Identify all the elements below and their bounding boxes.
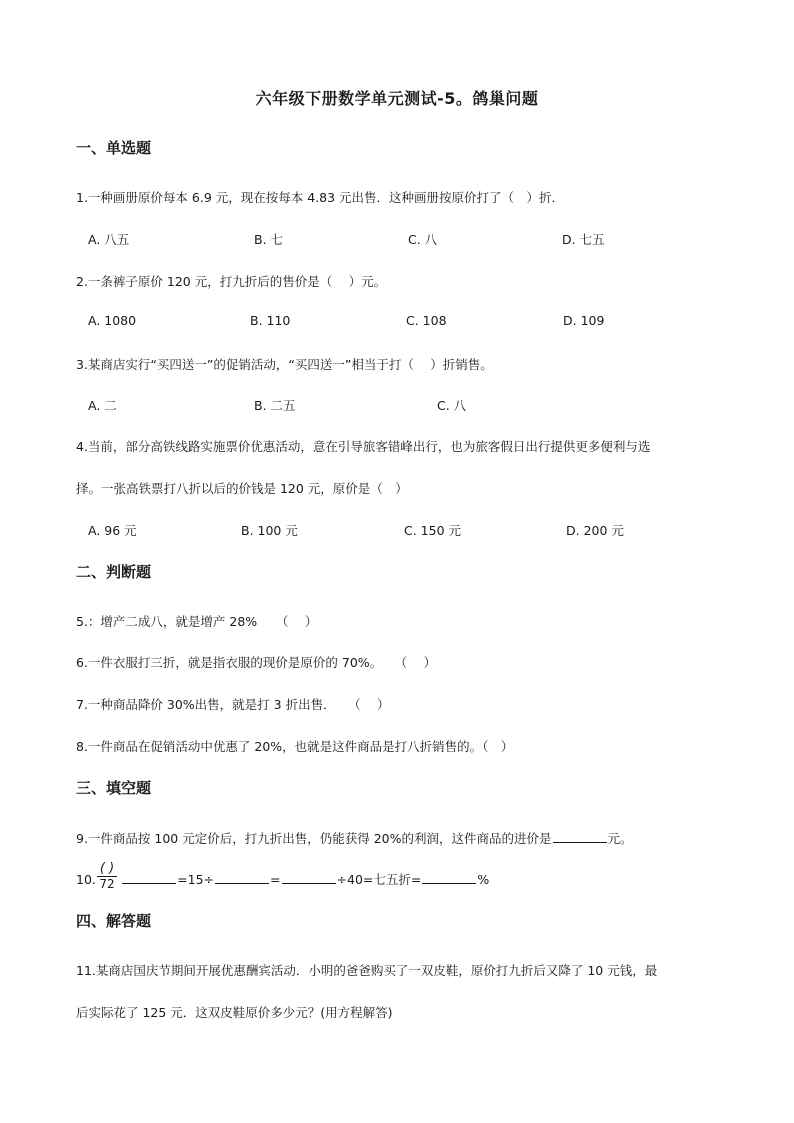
option-b: B. 110: [250, 313, 291, 328]
question-9-text: 9.一件商品按 100 元定价后，打九折出售，仍能获得 20%的利润，这件商品的进价是: [76, 831, 552, 846]
question-11-line-2: 后实际花了 125 元．这双皮鞋原价多少元？(用方程解答): [76, 1005, 393, 1020]
option-a: A. 96 元: [88, 523, 137, 538]
question-2: 2.一条裤子原价 120 元，打九折后的售价是（ ）元。: [76, 274, 387, 289]
question-10: [76, 861, 490, 895]
option-a: A. 1080: [88, 313, 137, 328]
question-5: 5.：增产二成八，就是增产 28% （ ）: [76, 614, 318, 629]
question-8: 8.一件商品在促销活动中优惠了 20%，也就是这件商品是打八折销售的。（ ）: [76, 739, 514, 754]
option-c: C. 108: [406, 313, 447, 328]
option-c: C. 八: [437, 398, 467, 413]
section-heading-fill-blank: 三、填空题: [76, 779, 152, 797]
question-7: 7.一种商品降价 30%出售，就是打 3 折出售． （ ）: [76, 697, 390, 712]
question-3: 3.某商店实行“买四送一”的促销活动，“买四送一”相当于打（ ）折销售。: [76, 357, 493, 372]
equation-part: =15÷: [177, 872, 215, 887]
fraction: [97, 862, 117, 891]
question-1: 1.一种画册原价每本 6.9 元，现在按每本 4.83 元出售．这种画册按原价打了（ ）折．: [76, 190, 565, 205]
question-11-line-1: 11.某商店国庆节期间开展优惠酬宾活动．小明的爸爸购买了一双皮鞋，原价打九折后又降了 10 元钱，最: [76, 963, 658, 978]
question-10-number: 10.: [76, 872, 96, 887]
option-a: A. 八五: [88, 232, 130, 247]
answer-blank[interactable]: [553, 830, 607, 843]
option-b: B. 二五: [254, 398, 296, 413]
question-4-line-2: 择。一张高铁票打八折以后的价钱是 120 元，原价是（ ）: [76, 481, 408, 496]
option-d: D. 七五: [562, 232, 605, 247]
question-9: [76, 829, 633, 847]
fraction-numerator: ( ): [97, 862, 117, 877]
equation-part: =: [270, 872, 281, 887]
question-4-line-1: 4.当前，部分高铁线路实施票价优惠活动，意在引导旅客错峰出行，也为旅客假日出行提供更多便利与选: [76, 439, 651, 454]
option-b: B. 七: [254, 232, 284, 247]
fraction-denominator: 72: [99, 877, 115, 891]
section-heading-true-false: 二、判断题: [76, 563, 152, 581]
answer-blank[interactable]: [215, 871, 269, 884]
option-c: C. 150 元: [404, 523, 462, 538]
option-a: A. 二: [88, 398, 117, 413]
option-d: D. 200 元: [566, 523, 624, 538]
option-c: C. 八: [408, 232, 438, 247]
answer-blank[interactable]: [282, 871, 336, 884]
option-d: D. 109: [563, 313, 605, 328]
page-title: 六年级下册数学单元测试-5。鸽巢问题: [255, 89, 539, 108]
question-6: 6.一件衣服打三折，就是指衣服的现价是原价的 70%。 （ ）: [76, 655, 437, 670]
question-9-unit: 元。: [607, 831, 633, 846]
percent-sign: %: [477, 872, 490, 887]
section-heading-problem-solving: 四、解答题: [76, 912, 152, 930]
section-heading-single-choice: 一、单选题: [76, 139, 152, 157]
answer-blank[interactable]: [422, 871, 476, 884]
equation-part: ÷40=七五折=: [336, 872, 422, 887]
answer-blank[interactable]: [122, 871, 176, 884]
option-b: B. 100 元: [241, 523, 298, 538]
